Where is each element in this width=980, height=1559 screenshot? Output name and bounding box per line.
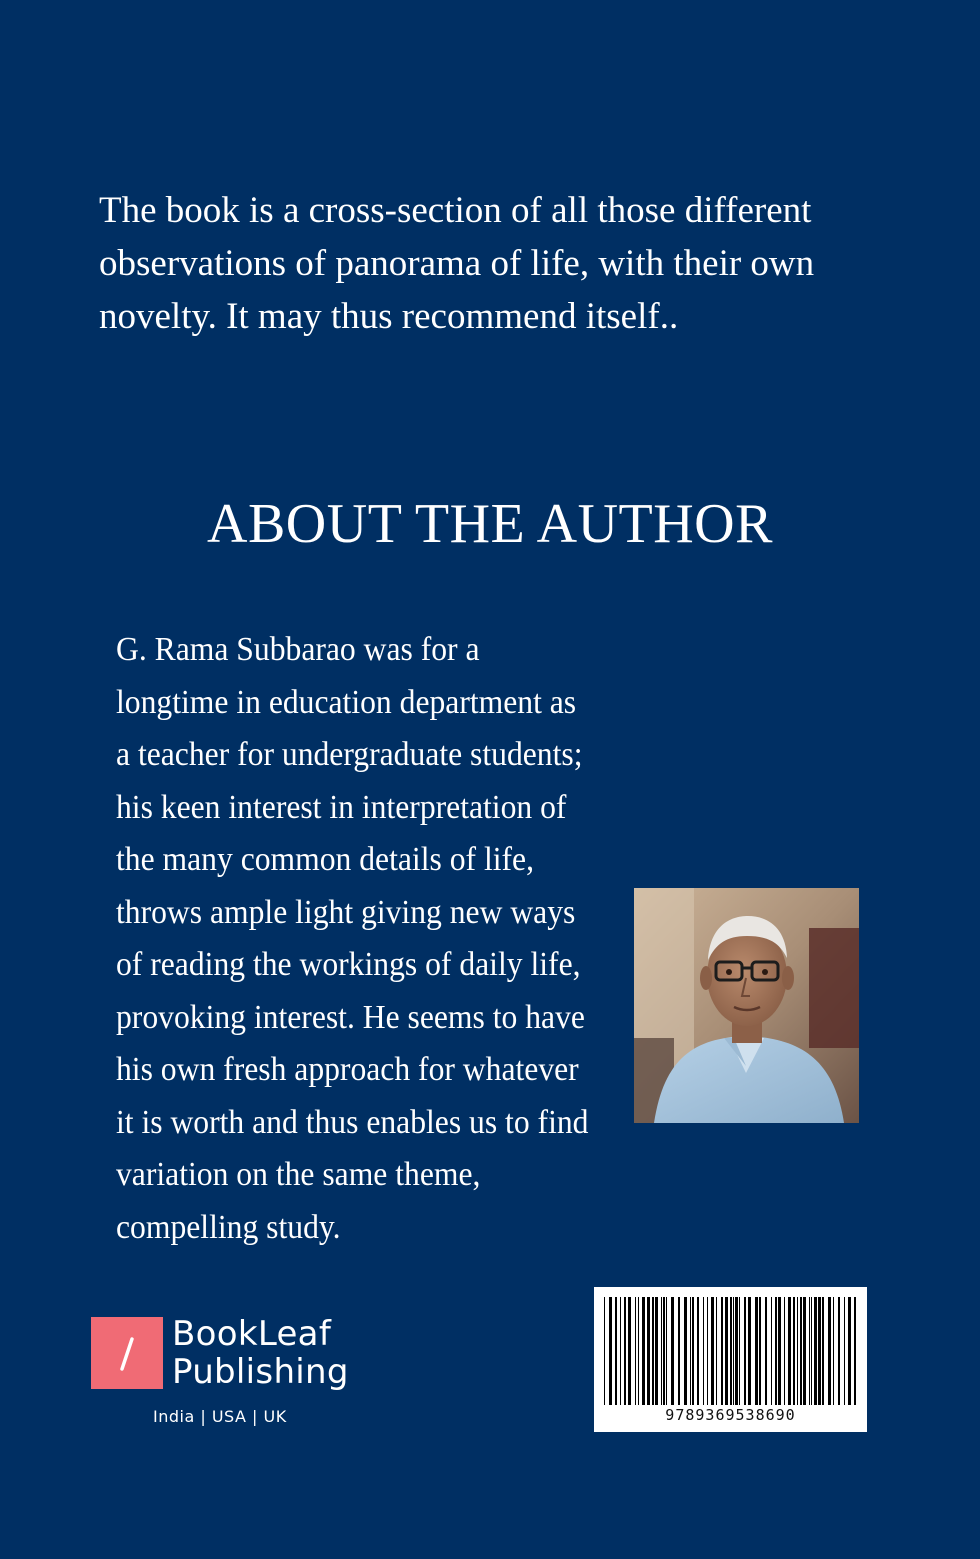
barcode-bar bbox=[725, 1297, 728, 1405]
publisher-name-line-1: BookLeaf bbox=[172, 1314, 332, 1354]
author-portrait-icon bbox=[634, 888, 859, 1123]
barcode-icon bbox=[594, 1287, 867, 1407]
barcode-bar bbox=[739, 1297, 740, 1405]
barcode-bar bbox=[833, 1297, 834, 1405]
barcode-bar bbox=[642, 1297, 645, 1405]
barcode-bar bbox=[711, 1297, 714, 1405]
barcode-bar bbox=[671, 1297, 674, 1405]
isbn-barcode bbox=[594, 1287, 867, 1432]
barcode-bar bbox=[624, 1297, 626, 1405]
bio-line: G. Rama Subbarao was for a bbox=[116, 631, 480, 668]
barcode-bar bbox=[771, 1297, 772, 1405]
barcode-bar bbox=[775, 1297, 777, 1405]
blurb-line: The book is a cross-section of all those different bbox=[99, 190, 812, 231]
bio-line: compelling study. bbox=[116, 1208, 341, 1246]
barcode-bar bbox=[765, 1297, 767, 1405]
barcode-bar bbox=[818, 1297, 821, 1405]
bio-line: provoking interest. He seems to have bbox=[116, 998, 585, 1036]
barcode-bar bbox=[716, 1297, 717, 1405]
barcode-bar bbox=[620, 1297, 621, 1405]
barcode-bar bbox=[666, 1297, 667, 1405]
barcode-bar bbox=[809, 1297, 810, 1405]
blurb bbox=[99, 184, 899, 343]
barcode-bar bbox=[755, 1297, 758, 1405]
barcode-bar bbox=[793, 1297, 795, 1405]
barcode-bar bbox=[797, 1297, 798, 1405]
slash-logo-icon bbox=[91, 1317, 163, 1389]
barcode-bar bbox=[684, 1297, 687, 1405]
barcode-bar bbox=[703, 1297, 704, 1405]
bio-line: his keen interest in interpretation of bbox=[116, 788, 567, 826]
barcode-bar bbox=[690, 1297, 691, 1405]
barcode-bar bbox=[822, 1297, 824, 1405]
barcode-bar bbox=[800, 1297, 802, 1405]
bio-line: variation on the same theme, bbox=[116, 1156, 481, 1193]
barcode-bar bbox=[733, 1297, 734, 1405]
bio-line: his own fresh approach for whatever bbox=[116, 1051, 579, 1088]
barcode-bar bbox=[803, 1297, 806, 1405]
barcode-bar bbox=[655, 1297, 658, 1405]
barcode-bar bbox=[735, 1297, 738, 1405]
barcode-bar bbox=[784, 1297, 785, 1405]
barcode-bar bbox=[811, 1297, 812, 1405]
publisher-name bbox=[172, 1315, 349, 1391]
barcode-bar bbox=[788, 1297, 791, 1405]
barcode-bar bbox=[697, 1297, 699, 1405]
bio-line: of reading the workings of daily life, bbox=[116, 946, 581, 983]
blurb-line: novelty. It may thus recommend itself.. bbox=[99, 296, 679, 337]
bio-line: it is worth and thus enables us to find bbox=[116, 1103, 589, 1141]
isbn-number: 9789369538690 bbox=[665, 1406, 796, 1424]
barcode-bar bbox=[609, 1297, 612, 1405]
barcode-bar bbox=[814, 1297, 817, 1405]
barcode-bar bbox=[647, 1297, 650, 1405]
barcode-bar bbox=[635, 1297, 636, 1405]
barcode-bar bbox=[678, 1297, 680, 1405]
author-bio bbox=[116, 624, 600, 1254]
barcode-bar bbox=[744, 1297, 746, 1405]
blurb-line: observations of panorama of life, with their own bbox=[99, 243, 815, 284]
bio-line: throws ample light giving new ways bbox=[116, 893, 576, 931]
barcode-bar bbox=[661, 1297, 662, 1405]
author-photo bbox=[634, 888, 859, 1123]
barcode-bar bbox=[730, 1297, 732, 1405]
about-the-author-heading: ABOUT THE AUTHOR bbox=[207, 493, 773, 555]
bio-line: a teacher for undergraduate students; bbox=[116, 736, 583, 773]
barcode-bar bbox=[652, 1297, 654, 1405]
barcode-bar bbox=[848, 1297, 851, 1405]
publisher-regions: India | USA | UK bbox=[153, 1407, 287, 1426]
publisher-logo bbox=[91, 1315, 371, 1435]
barcode-bar bbox=[838, 1297, 840, 1405]
barcode-bar bbox=[759, 1297, 761, 1405]
publisher-name-line-2: Publishing bbox=[172, 1352, 349, 1392]
barcode-bar bbox=[778, 1297, 781, 1405]
barcode-bar bbox=[844, 1297, 845, 1405]
barcode-bar bbox=[628, 1297, 631, 1405]
barcode-bar bbox=[638, 1297, 639, 1405]
barcode-bar bbox=[721, 1297, 723, 1405]
barcode-bar bbox=[707, 1297, 708, 1405]
barcode-bar bbox=[828, 1297, 831, 1405]
barcode-bar bbox=[692, 1297, 694, 1405]
barcode-bar bbox=[663, 1297, 665, 1405]
barcode-bar bbox=[854, 1297, 856, 1405]
barcode-bar bbox=[748, 1297, 751, 1405]
bio-line: longtime in education department as bbox=[116, 683, 577, 721]
barcode-bar bbox=[604, 1297, 605, 1405]
bio-line: the many common details of life, bbox=[116, 841, 534, 878]
barcode-bar bbox=[615, 1297, 617, 1405]
